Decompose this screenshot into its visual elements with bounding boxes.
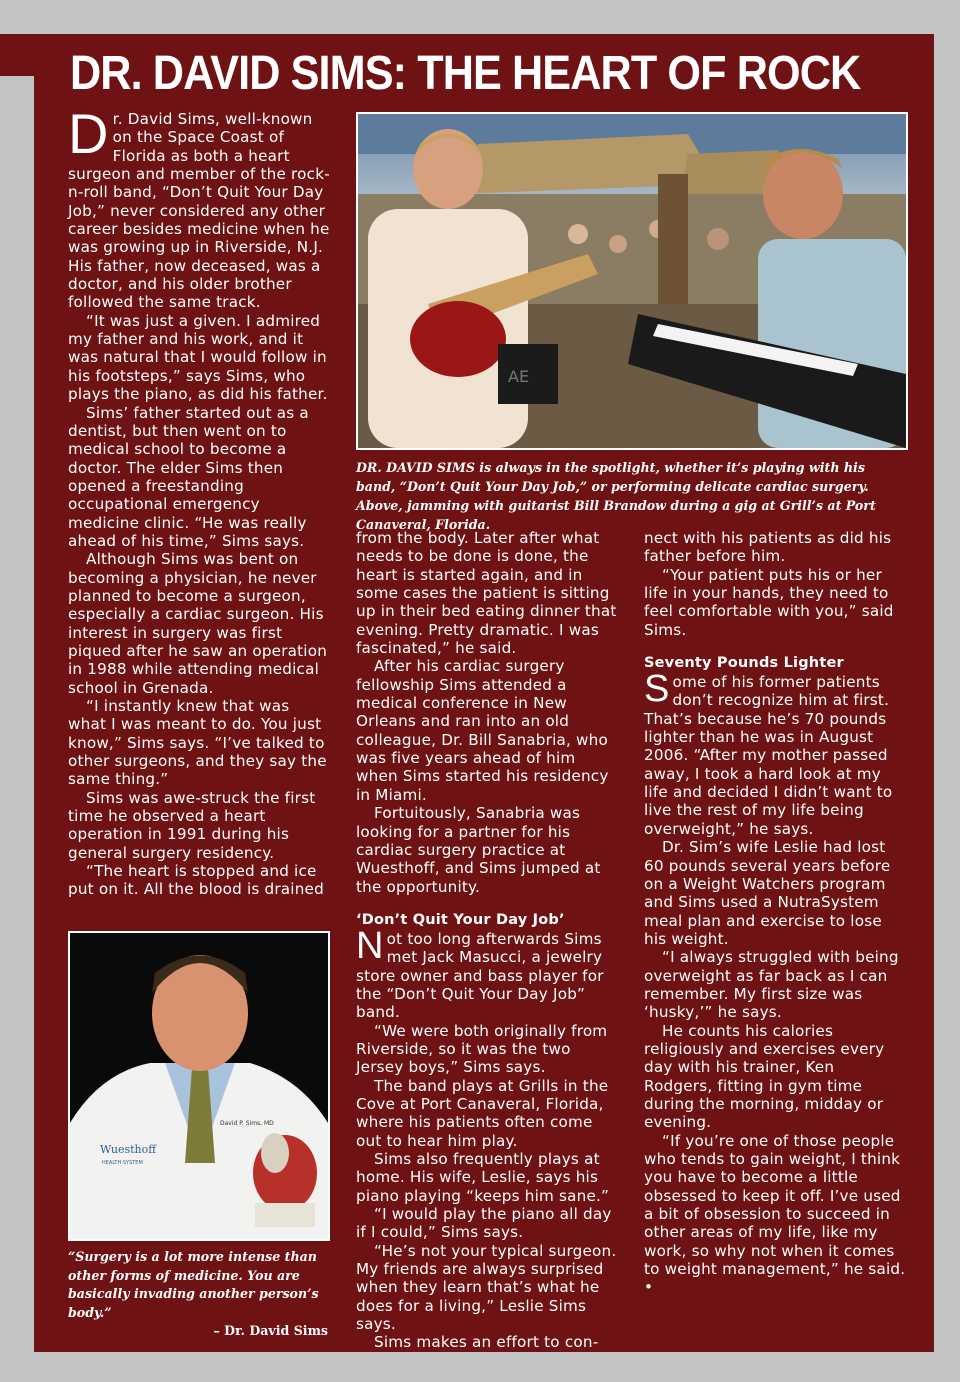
drop-cap: D — [68, 102, 109, 165]
paragraph: Sims makes an effort to con- — [374, 1333, 599, 1352]
article-headline: DR. DAVID SIMS: THE HEART OF ROCK — [70, 47, 861, 100]
corner-margin — [0, 0, 34, 34]
paragraph: “The heart is stopped and ice put on it. All the blood is drained — [68, 862, 324, 899]
paragraph: from the body. Later after what needs to be done is done, the heart is started again, and in some cases the patient is sitting up in their bed eating dinner that evening. Pretty dramatic. I was fascinated,” he said. — [356, 529, 617, 658]
pull-quote: “Surgery is a lot more intense than other forms of medicine. You are basically invading another person’s body.” — [68, 1249, 319, 1320]
paragraph: After his cardiac surgery fellowship Sims attended a medical conference in New Orleans and ran into an old colleague, Dr. Bill Sanabria, who was five years ahead of him when Sims started his residency in Miami. — [356, 657, 609, 804]
doctor-photo-caption — [68, 1248, 330, 1341]
paragraph: Although Sims was bent on becoming a physician, he never planned to become a surgeon, especially a cardiac surgeon. His interest in surgery was first piqued after he saw an operation in 1988 while attending medical school in Grenada. — [68, 550, 328, 697]
paragraph: Sims was awe-struck the first time he observed a heart operation in 1991 during his general surgery residency. — [68, 788, 316, 862]
paragraph: He counts his calories religiously and exercises every day with his trainer, Ken Rodgers, fitting in gym time during the morning, midday or evening. — [644, 1021, 885, 1132]
quote-attribution: – Dr. David Sims — [213, 1323, 328, 1338]
article-column-3 — [644, 529, 906, 1297]
coat-logo-sub: HEALTH SYSTEM — [102, 1160, 143, 1166]
doctor-photo-illustration — [70, 933, 328, 1239]
paragraph-text: r. David Sims, well-known on the Space Coast of Florida as both a heart surgeon and member of the rock-n-roll band, “Don’t Quit Your Day Job,” never considered any other career besides medicine when he was growing up in Riverside, N.J. His father, now deceased, was a doctor, and his older brother followed the same track. — [68, 110, 330, 312]
paragraph: Fortuitously, Sanabria was looking for a partner for his cardiac surgery practice at Wuesthoff, and Sims jumped at the opportunity. — [356, 804, 601, 896]
coat-logo: Wuesthoff — [100, 1143, 157, 1156]
paragraph: “It was just a given. I admired my father and his work, and it was natural that I would follow in his footsteps,” says Sims, who plays the piano, as did his father. — [68, 311, 328, 404]
article-column-1 — [68, 102, 330, 899]
coat-name-badge: David P. Sims, MD — [220, 1120, 274, 1127]
paragraph-text: ome of his former patients don’t recognize him at first. That’s because he’s 70 pounds lighter than he was in August 2006. “After my mother passed away, I took a hard look at my life and decided I didn’t want to live the rest of my life being overweight,” he says. — [644, 673, 893, 838]
paragraph: “He’s not your typical surgeon. My friends are always surprised when they learn that’s what he does for a living,” Leslie Sims says. — [356, 1241, 617, 1334]
paragraph: “I always struggled with being overweight as far back as I can remember. My first size was ‘husky,’” he says. — [644, 948, 899, 1022]
paragraph — [356, 924, 621, 1022]
paragraph: Dr. Sim’s wife Leslie had lost 60 pounds several years before on a Weight Watchers program and Sims used a NutraSystem meal plan and exercise to lose his weight. — [644, 838, 891, 948]
paragraph-text: ot too long afterwards Sims met Jack Masucci, a jewelry store owner and bass player for the “Don’t Quit Your Day Job” band. — [356, 929, 604, 1022]
paragraph: “I would play the piano all day if I could,” Sims says. — [356, 1205, 612, 1242]
drop-cap: N — [356, 924, 384, 967]
paragraph: “If you’re one of those people who tends to gain weight, I think you have to become a little obsessed to keep it off. I’ve used a bit of obsession to succeed in other areas of my life, like my work, so why not when it comes to weight management,” he said. • — [644, 1131, 906, 1297]
paragraph: nect with his patients as did his father before him. — [644, 529, 892, 566]
band-photo-caption: DR. DAVID SIMS is always in the spotlight, whether it’s playing with his band, “Don’t Quit Your Day Job,” or performing delicate cardiac surgery. Above, jamming with guitarist Bill Brandow during a gig at Grill’s at Port Canaveral, Florida. — [356, 460, 876, 532]
paragraph — [644, 668, 906, 838]
section-subhead: ‘Don’t Quit Your Day Job’ — [356, 911, 565, 928]
paragraph: The band plays at Grills in the Cove at Port Canaveral, Florida, where his patients often come out to hear him play. — [356, 1076, 609, 1150]
doctor-photo — [68, 931, 330, 1241]
paragraph: Sims’ father started out as a dentist, but then went on to medical school to become a doctor. The elder Sims then opened a freestanding occupational emergency medicine clinic. “He was really ahead of his time,” Sims says. — [68, 403, 309, 550]
paragraph: “We were both originally from Riverside, so it was the two Jersey boys,” Sims says. — [356, 1021, 608, 1077]
section-subhead: Seventy Pounds Lighter — [644, 655, 844, 672]
amp-logo: AE — [508, 367, 530, 386]
paragraph: “Your patient puts his or her life in your hands, they need to feel comfortable with you,” said Sims. — [644, 565, 894, 639]
paragraph: “I instantly knew that was what I was meant to do. You just know,” Sims says. “I’ve talked to other surgeons, and they say the same thing.” — [68, 697, 327, 789]
band-photo-illustration — [358, 114, 906, 448]
paragraph — [68, 102, 330, 312]
band-photo — [356, 112, 908, 450]
article-page — [34, 34, 934, 1352]
paragraph: Sims also frequently plays at home. His wife, Leslie, says his piano playing “keeps him sane.” — [356, 1150, 610, 1205]
drop-cap: S — [644, 668, 670, 711]
article-column-2 — [356, 529, 621, 1352]
